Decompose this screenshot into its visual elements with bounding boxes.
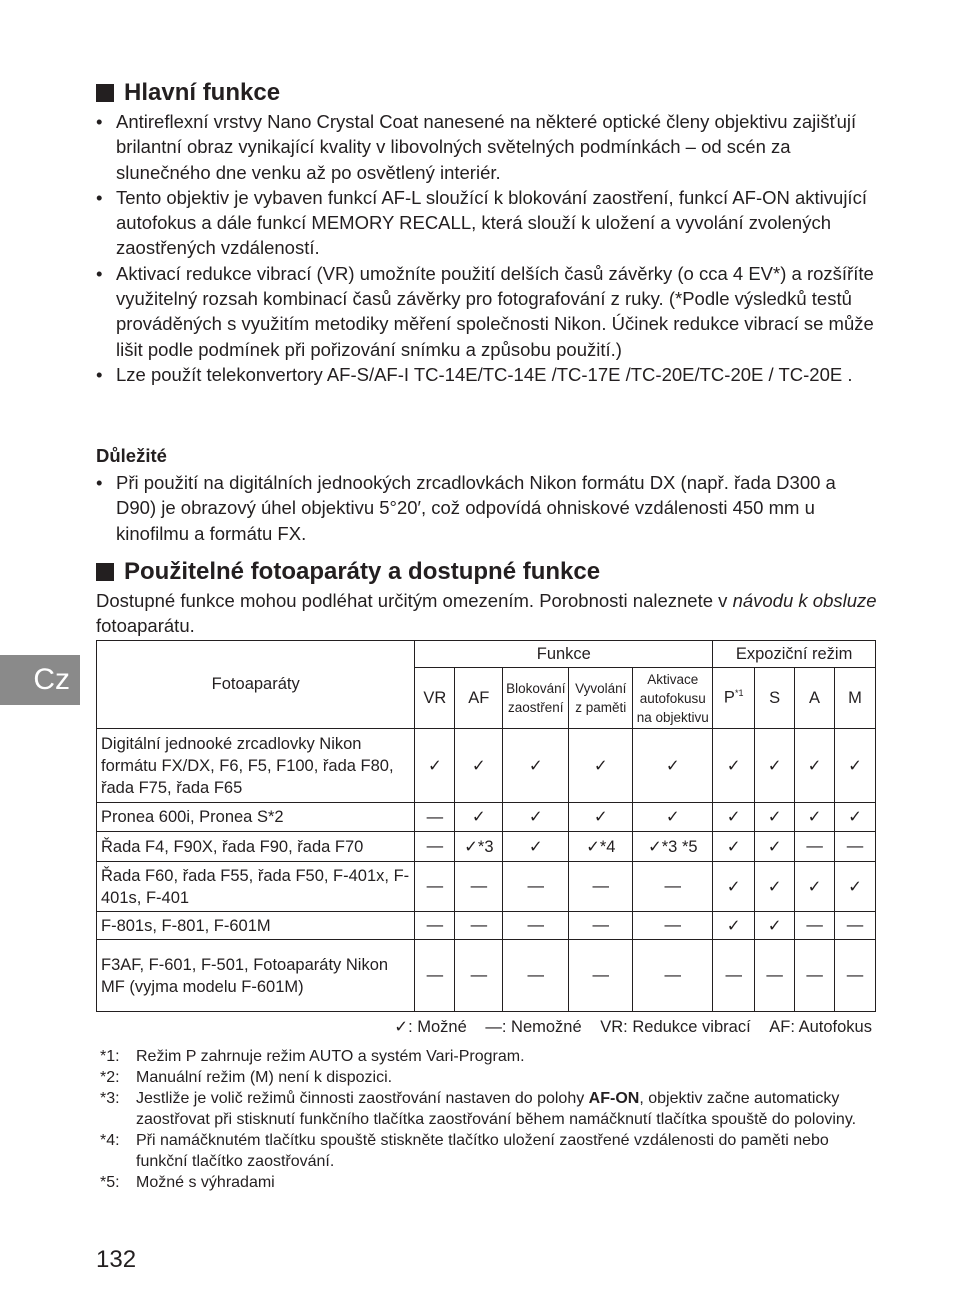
cell: ✓: [835, 803, 876, 832]
important-heading: Důležité: [96, 445, 167, 466]
col-header-vr: VR: [415, 668, 455, 729]
footnotes: [100, 1046, 875, 1193]
cell: —: [569, 940, 633, 1012]
square-bullet-icon: [96, 84, 114, 102]
cell: —: [755, 940, 795, 1012]
cell: —: [415, 940, 455, 1012]
table-legend: [96, 1017, 872, 1037]
camera-name: F-801s, F-801, F-601M: [97, 912, 415, 940]
camera-name: Digitální jednooké zrcadlovky Nikon formátu FX/DX, F6, F5, F100, řada F80, řada F75, řada F65: [97, 729, 415, 803]
col-header-m: M: [835, 668, 876, 729]
cell: ✓: [795, 803, 835, 832]
col-header-focus-lock: Blokování zaostření: [503, 668, 569, 729]
list-item: • Lze použít telekonvertory AF-S/AF-I TC-14E/TC-14E /TC-17E /TC-20E/TC-20E / TC-20E .: [96, 362, 876, 387]
cell: —: [455, 862, 503, 912]
cell: ✓: [713, 832, 755, 862]
cell: —: [503, 940, 569, 1012]
cell: —: [713, 940, 755, 1012]
cell: ✓: [755, 803, 795, 832]
cell: —: [633, 862, 713, 912]
cell: —: [835, 912, 876, 940]
cell: —: [795, 832, 835, 862]
camera-name: Řada F60, řada F55, řada F50, F-401x, F-401s, F-401: [97, 862, 415, 912]
cell: ✓: [503, 832, 569, 862]
cell: ✓: [455, 803, 503, 832]
cell: ✓: [795, 862, 835, 912]
cell: ✓: [415, 729, 455, 803]
cell: —: [633, 912, 713, 940]
cell: —: [455, 940, 503, 1012]
camera-name: Pronea 600i, Pronea S*2: [97, 803, 415, 832]
footnote: *5: Možné s výhradami: [100, 1174, 275, 1191]
exposure-mode-header: Expoziční režim: [713, 641, 876, 668]
footnote: *4: Při namáčknutém tlačítku spouště stiskněte tlačítko uložení zaostřené vzdálenosti do paměti nebo funkční tlačítko zaostřování.: [100, 1132, 829, 1170]
cell: ✓: [835, 862, 876, 912]
col-header-p: $P^{*1}$: [713, 668, 755, 729]
table-row: [97, 832, 876, 862]
cell: —: [415, 803, 455, 832]
cell: —: [415, 862, 455, 912]
square-bullet-icon: [96, 563, 114, 581]
functions-header: Funkce: [415, 641, 713, 668]
cell: —: [835, 832, 876, 862]
cell: ✓: [835, 729, 876, 803]
legend-af: AF: Autofokus: [769, 1018, 872, 1036]
cell: —: [569, 912, 633, 940]
cell: ✓: [713, 729, 755, 803]
page-number: 132: [96, 1246, 137, 1273]
cell: —: [415, 832, 455, 862]
table-row: [97, 803, 876, 832]
list-item: • Aktivací redukce vibrací (VR) umožníte použití delších časů závěrky (o cca 4 EV*) a rozšíříte využitelný rozsah kombinací časů závěrky pro fotografování z ruky. (*Podle výsledků testů prováděných s využitím metodiky měření společnosti Nikon. Účinek redukce vibrací se může lišit podle podmínek při pořizování snímku a způsobu použití.): [96, 261, 876, 362]
cameras-header: Fotoaparáty: [97, 641, 415, 729]
legend-vr: VR: Redukce vibrací: [600, 1018, 751, 1036]
cell: ✓: [569, 729, 633, 803]
cell: ✓: [713, 803, 755, 832]
cell: ✓: [455, 729, 503, 803]
cell: ✓: [795, 729, 835, 803]
compatibility-table: [96, 640, 876, 1012]
cell: —: [503, 912, 569, 940]
col-header-s: S: [755, 668, 795, 729]
section-heading-cameras: [96, 558, 600, 586]
table-row: [97, 729, 876, 803]
section-title: Použitelné fotoaparáty a dostupné funkce: [124, 558, 601, 585]
cell: ✓: [569, 803, 633, 832]
cell: ✓*3: [455, 832, 503, 862]
cell: —: [455, 912, 503, 940]
section-intro: Dostupné funkce mohou podléhat určitým omezením. Porobnosti naleznete v návodu k obsluze fotoaparátu.: [96, 590, 877, 636]
cell: —: [795, 912, 835, 940]
cell: ✓: [755, 729, 795, 803]
cell: —: [415, 912, 455, 940]
cell: ✓: [755, 862, 795, 912]
col-header-af: AF: [455, 668, 503, 729]
footnote: *3: Jestliže je volič režimů činnosti zaostřování nastaven do polohy AF-ON, objektiv začne automaticky zaostřovat při stisknutí funkčního tlačítka zaostřování během namáčknutí tlačítka spouště do poloviny.: [100, 1090, 857, 1128]
cell: ✓: [503, 803, 569, 832]
section-heading-main-features: [96, 79, 280, 107]
list-item: • Tento objektiv je vybaven funkcí AF-L sloužící k blokování zaostření, funkcí AF-ON aktivující autofokus a dále funkcí MEMORY RECALL, která slouží k uložení a vyvolání zvolených zaostřených vzdáleností.: [96, 185, 876, 261]
col-header-af-activation: Aktivace autofokusu na objektivu: [633, 668, 713, 729]
table-row: [97, 912, 876, 940]
cell: ✓: [633, 803, 713, 832]
cell: ✓: [755, 912, 795, 940]
col-header-a: A: [795, 668, 835, 729]
cell: ✓: [713, 912, 755, 940]
col-header-memory-recall: Vyvolání z paměti: [569, 668, 633, 729]
cell: —: [633, 940, 713, 1012]
cell: ✓: [713, 862, 755, 912]
cell: —: [569, 862, 633, 912]
cell: ✓*4: [569, 832, 633, 862]
legend-impossible: —: Nemožné: [485, 1018, 582, 1036]
cell: ✓: [633, 729, 713, 803]
cell: ✓: [503, 729, 569, 803]
camera-name: F3AF, F-601, F-501, Fotoaparáty Nikon MF (vyjma modelu F-601M): [97, 940, 415, 1012]
cell: —: [835, 940, 876, 1012]
list-item: • Při použití na digitálních jednookých zrcadlovkách Nikon formátu DX (např. řada D300 a D90) je obrazový úhel objektivu 5°20′, což odpovídá ohniskové vzdálenosti 450 mm u kinofilmu a formátu FX.: [96, 470, 876, 546]
footnote: *1: Režim P zahrnuje režim AUTO a systém Vari-Program.: [100, 1048, 525, 1065]
list-item: • Antireflexní vrstvy Nano Crystal Coat nanesené na některé optické členy objektivu zajišťují brilantní obraz vynikající kvality v libovolných světelných podmínkách – od scén za slunečného dne venku až po osvětlený interiér.: [96, 109, 876, 185]
section-title: Hlavní funkce: [124, 79, 281, 106]
legend-possible: ✓: Možné: [394, 1018, 467, 1036]
footnote: *2: Manuální režim (M) není k dispozici.: [100, 1069, 393, 1086]
cell: —: [795, 940, 835, 1012]
manual-reference: návodu k obsluze: [732, 590, 877, 611]
main-features-list: [96, 109, 876, 387]
table-row: [97, 940, 876, 1012]
cell: ✓*3 *5: [633, 832, 713, 862]
table-row: [97, 862, 876, 912]
language-tab[interactable]: Cz: [0, 655, 80, 705]
camera-name: Řada F4, F90X, řada F90, řada F70: [97, 832, 415, 862]
cell: ✓: [755, 832, 795, 862]
important-list: [96, 470, 876, 546]
cell: —: [503, 862, 569, 912]
